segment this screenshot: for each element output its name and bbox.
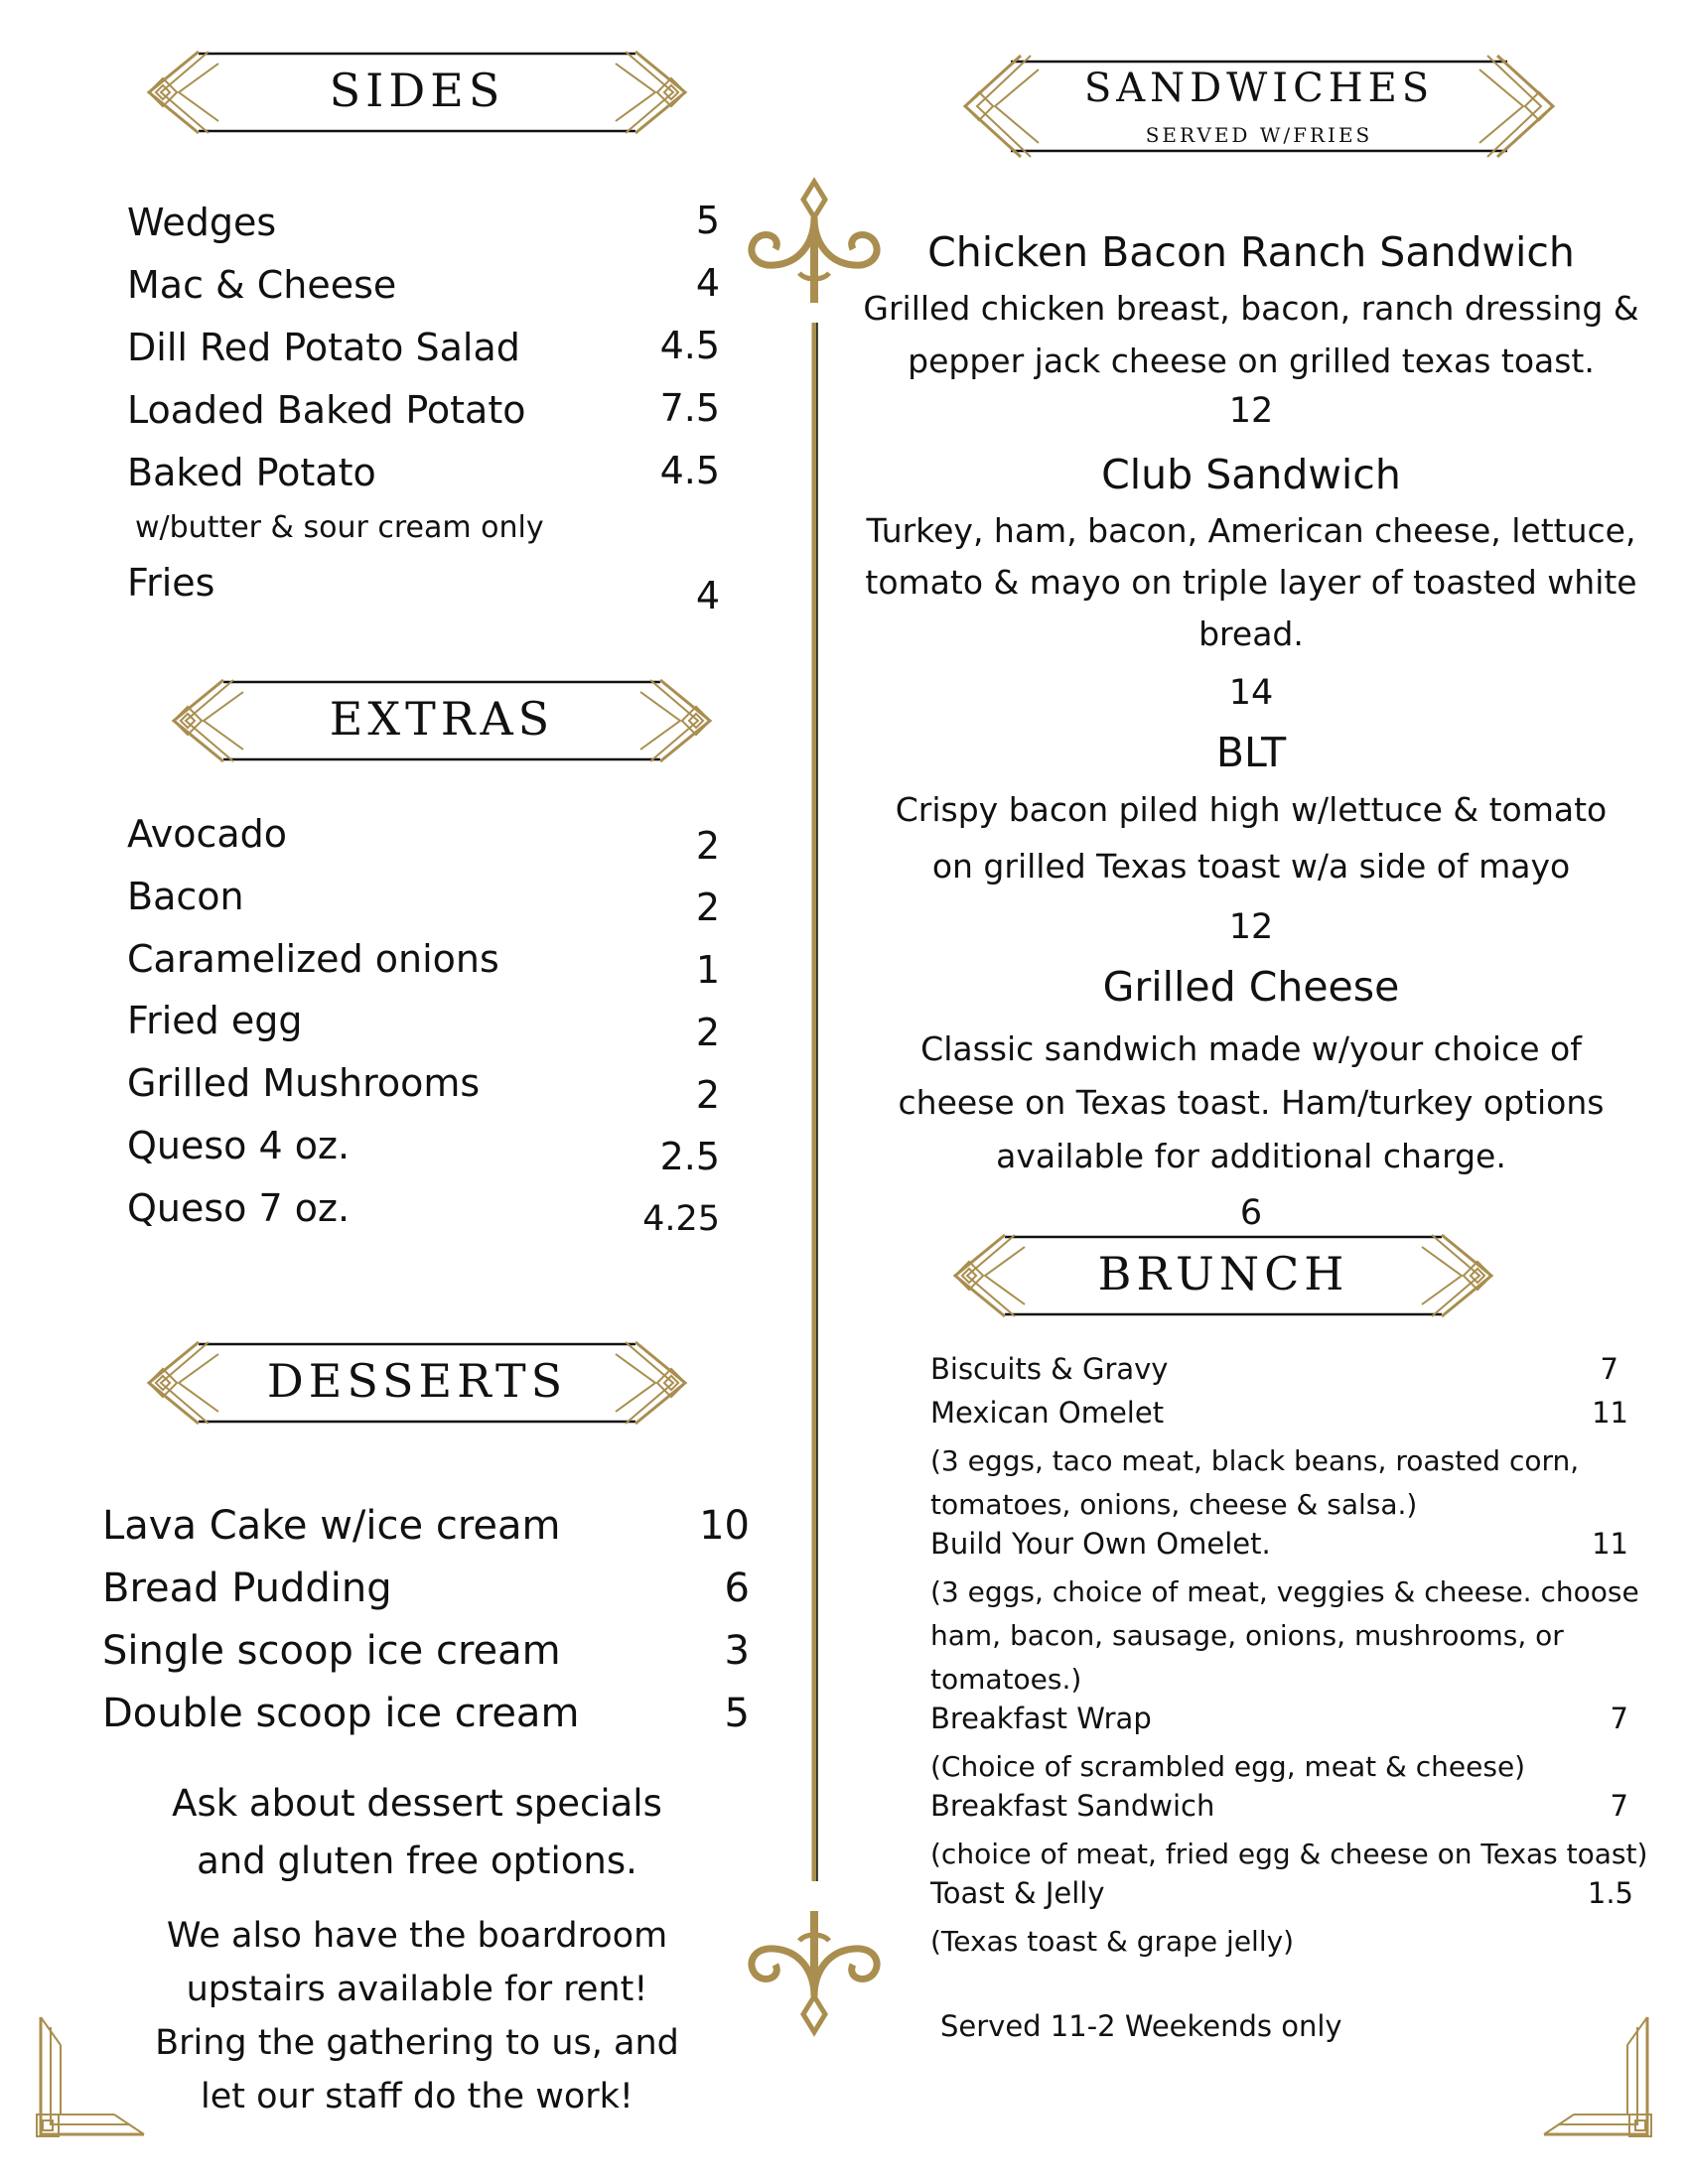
extras-title: EXTRAS — [329, 692, 555, 746]
menu-item-name: Grilled Mushrooms — [127, 1061, 481, 1105]
menu-item-price: 4 — [695, 261, 720, 305]
sandwich-name: Grilled Cheese — [1102, 963, 1400, 1011]
menu-item-name: Fries — [127, 561, 215, 605]
sandwich-price: 14 — [1228, 673, 1274, 713]
menu-item-name: Loaded Baked Potato — [127, 388, 526, 432]
extras-banner — [164, 678, 720, 767]
sandwich-desc: Crispy bacon piled high w/lettuce & tomato — [895, 790, 1608, 829]
sandwich-desc: cheese on Texas toast. Ham/turkey options — [898, 1083, 1605, 1122]
corner-ornament-icon — [35, 2015, 154, 2144]
brunch-item-price: 7 — [1610, 1789, 1628, 1823]
sandwich-desc: tomato & mayo on triple layer of toasted white — [865, 563, 1637, 602]
sandwich-name: BLT — [1215, 729, 1287, 776]
menu-item-name: Wedges — [127, 201, 277, 244]
menu-item-name: Bread Pudding — [102, 1566, 392, 1611]
menu-item-price: 5 — [695, 199, 720, 242]
brunch-item-name: Mexican Omelet — [930, 1396, 1165, 1430]
menu-item-price: 2 — [695, 1011, 720, 1054]
menu-item-name: Queso 7 oz. — [127, 1186, 351, 1230]
sandwiches-banner — [951, 52, 1567, 161]
sandwiches-subtitle: SERVED W/FRIES — [1145, 123, 1373, 147]
boardroom-line: let our staff do the work! — [201, 2077, 633, 2116]
sandwich-desc: on grilled Texas toast w/a side of mayo — [931, 847, 1571, 886]
menu-item-name: Double scoop ice cream — [102, 1691, 580, 1736]
menu-item-price: 1 — [695, 948, 720, 992]
sandwich-desc: Grilled chicken breast, bacon, ranch dressing & — [863, 289, 1639, 328]
dessert-specials-line: and gluten free options. — [197, 1840, 637, 1882]
sandwich-name: Club Sandwich — [1101, 451, 1401, 498]
brunch-served-note: Served 11-2 Weekends only — [940, 2009, 1342, 2043]
brunch-item-price: 1.5 — [1587, 1876, 1633, 1910]
sandwich-desc: pepper jack cheese on grilled texas toast. — [908, 341, 1595, 380]
sandwich-desc: available for additional charge. — [996, 1137, 1506, 1175]
menu-item-price: 4.25 — [642, 1199, 720, 1239]
menu-item-price: 3 — [724, 1628, 750, 1674]
boardroom-line: We also have the boardroom — [166, 1916, 668, 1956]
menu-item-price: 7.5 — [659, 386, 720, 430]
sandwich-price: 12 — [1228, 907, 1274, 947]
brunch-banner — [945, 1233, 1501, 1322]
menu-item-name: Mac & Cheese — [127, 263, 397, 307]
desserts-banner — [139, 1340, 695, 1430]
menu-item-name: Avocado — [127, 812, 288, 856]
brunch-item-name: Toast & Jelly — [930, 1876, 1105, 1910]
menu-item-name: Queso 4 oz. — [127, 1124, 351, 1167]
menu-item-price: 4 — [695, 574, 720, 617]
sides-title: SIDES — [329, 64, 505, 117]
desserts-title: DESSERTS — [266, 1354, 568, 1408]
menu-item-price: 5 — [724, 1691, 750, 1736]
menu-item-name: Bacon — [127, 875, 244, 918]
menu-item-name: Dill Red Potato Salad — [127, 326, 520, 369]
brunch-item-desc: (3 eggs, taco meat, black beans, roasted corn, — [930, 1444, 1580, 1477]
boardroom-line: Bring the gathering to us, and — [155, 2023, 679, 2063]
boardroom-line: upstairs available for rent! — [186, 1970, 648, 2009]
brunch-item-price: 7 — [1600, 1352, 1618, 1386]
brunch-item-price: 7 — [1610, 1702, 1628, 1735]
menu-item-note: w/butter & sour cream only — [135, 510, 544, 545]
menu-item-name: Fried egg — [127, 999, 303, 1042]
sides-banner — [139, 50, 695, 139]
brunch-item-desc: (Texas toast & grape jelly) — [930, 1925, 1295, 1958]
brunch-item-name: Breakfast Wrap — [930, 1702, 1152, 1735]
menu-item-price: 2 — [695, 1073, 720, 1117]
menu-item-name: Single scoop ice cream — [102, 1628, 561, 1674]
menu-item-price: 10 — [699, 1503, 750, 1549]
brunch-title: BRUNCH — [1097, 1247, 1349, 1300]
menu-item-price: 2 — [695, 886, 720, 929]
brunch-item-price: 11 — [1592, 1396, 1628, 1430]
brunch-item-desc: (Choice of scrambled egg, meat & cheese) — [930, 1750, 1526, 1783]
sandwich-name: Chicken Bacon Ranch Sandwich — [927, 228, 1575, 276]
menu-item-price: 6 — [724, 1566, 750, 1611]
brunch-item-desc: tomatoes.) — [930, 1663, 1082, 1696]
sandwich-desc: bread. — [1198, 614, 1304, 653]
brunch-item-name: Build Your Own Omelet. — [930, 1527, 1271, 1561]
menu-item-price: 2 — [695, 824, 720, 868]
menu-item-name: Baked Potato — [127, 451, 376, 494]
sandwich-desc: Turkey, ham, bacon, American cheese, lettuce, — [866, 511, 1636, 550]
brunch-item-name: Breakfast Sandwich — [930, 1789, 1215, 1823]
brunch-item-name: Biscuits & Gravy — [930, 1352, 1169, 1386]
menu-item-name: Caramelized onions — [127, 937, 499, 981]
menu-item-price: 2.5 — [659, 1135, 720, 1178]
dessert-specials-line: Ask about dessert specials — [172, 1782, 662, 1825]
brunch-item-desc: (3 eggs, choice of meat, veggies & cheese. choose — [930, 1575, 1639, 1608]
menu-item-price: 4.5 — [659, 449, 720, 492]
menu-item-price: 4.5 — [659, 324, 720, 367]
brunch-item-price: 11 — [1592, 1527, 1628, 1561]
sandwich-price: 12 — [1228, 391, 1274, 431]
brunch-item-desc: (choice of meat, fried egg & cheese on Texas toast) — [930, 1838, 1648, 1870]
sandwiches-title: SANDWICHES — [1083, 66, 1435, 111]
sandwich-desc: Classic sandwich made w/your choice of — [920, 1029, 1582, 1068]
brunch-item-desc: ham, bacon, sausage, onions, mushrooms, or — [930, 1619, 1564, 1652]
corner-ornament-icon — [1534, 2015, 1653, 2144]
sandwich-price: 6 — [1239, 1193, 1263, 1233]
brunch-item-desc: tomatoes, onions, cheese & salsa.) — [930, 1488, 1418, 1521]
menu-item-name: Lava Cake w/ice cream — [102, 1503, 561, 1549]
